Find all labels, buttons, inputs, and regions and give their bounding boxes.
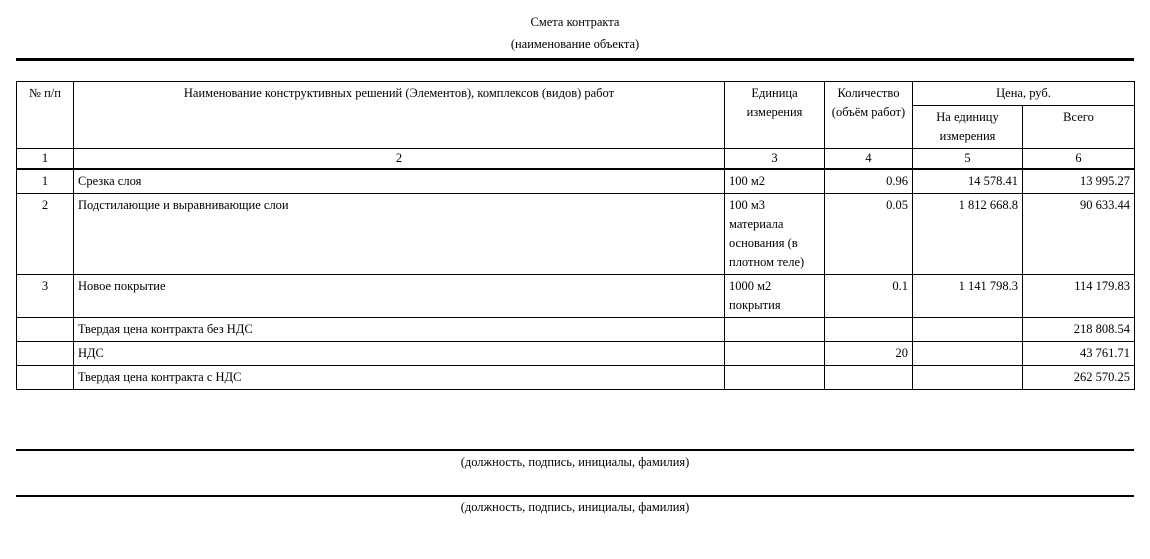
summary-qty bbox=[825, 366, 913, 390]
row-qty: 0.1 bbox=[825, 275, 913, 318]
summary-row bbox=[17, 366, 1135, 390]
summary-unit bbox=[725, 342, 825, 366]
summary-qty bbox=[825, 318, 913, 342]
header-unit: Единица измерения bbox=[725, 82, 825, 149]
title-underline bbox=[16, 58, 1134, 61]
summary-per-unit bbox=[913, 318, 1023, 342]
row-total: 114 179.83 bbox=[1023, 275, 1135, 318]
summary-total: 262 570.25 bbox=[1023, 366, 1135, 390]
row-qty: 0.96 bbox=[825, 169, 913, 194]
row-name: Срезка слоя bbox=[74, 169, 725, 194]
column-number: 5 bbox=[913, 149, 1023, 170]
row-per-unit: 14 578.41 bbox=[913, 169, 1023, 194]
column-number: 4 bbox=[825, 149, 913, 170]
column-number: 2 bbox=[74, 149, 725, 170]
summary-unit bbox=[725, 318, 825, 342]
header-total: Всего bbox=[1023, 106, 1135, 149]
row-unit: 100 м3 материала основания (в плотном теле) bbox=[725, 194, 825, 275]
row-num: 3 bbox=[17, 275, 74, 318]
document-title: Смета контракта bbox=[530, 15, 620, 29]
summary-num bbox=[17, 318, 74, 342]
summary-row bbox=[17, 318, 1135, 342]
header-qty: Количество (объём работ) bbox=[825, 82, 913, 149]
row-total: 13 995.27 bbox=[1023, 169, 1135, 194]
estimate-table bbox=[16, 81, 1135, 390]
row-unit: 1000 м2 покрытия bbox=[725, 275, 825, 318]
row-num: 1 bbox=[17, 169, 74, 194]
signature-line bbox=[16, 449, 1134, 451]
header-per-unit: На единицу измерения bbox=[913, 106, 1023, 149]
summary-label: Твердая цена контракта без НДС bbox=[74, 318, 725, 342]
row-unit: 100 м2 bbox=[725, 169, 825, 194]
table-header-row bbox=[17, 82, 1135, 106]
header-price: Цена, руб. bbox=[913, 82, 1135, 106]
summary-total: 43 761.71 bbox=[1023, 342, 1135, 366]
row-total: 90 633.44 bbox=[1023, 194, 1135, 275]
signature-line bbox=[16, 495, 1134, 497]
row-name: Новое покрытие bbox=[74, 275, 725, 318]
summary-num bbox=[17, 342, 74, 366]
table-row bbox=[17, 194, 1135, 275]
column-number: 6 bbox=[1023, 149, 1135, 170]
table-row bbox=[17, 169, 1135, 194]
summary-unit bbox=[725, 366, 825, 390]
summary-per-unit bbox=[913, 366, 1023, 390]
row-num: 2 bbox=[17, 194, 74, 275]
column-number: 3 bbox=[725, 149, 825, 170]
row-per-unit: 1 141 798.3 bbox=[913, 275, 1023, 318]
row-name: Подстилающие и выравнивающие слои bbox=[74, 194, 725, 275]
header-num: № п/п bbox=[17, 82, 74, 149]
row-per-unit: 1 812 668.8 bbox=[913, 194, 1023, 275]
summary-total: 218 808.54 bbox=[1023, 318, 1135, 342]
signature-caption: (должность, подпись, инициалы, фамилия) bbox=[460, 500, 690, 514]
object-name-caption: (наименование объекта) bbox=[510, 37, 640, 51]
header-name: Наименование конструктивных решений (Элементов), комплексов (видов) работ bbox=[74, 82, 725, 149]
signature-caption: (должность, подпись, инициалы, фамилия) bbox=[460, 455, 690, 469]
column-number: 1 bbox=[17, 149, 74, 170]
summary-num bbox=[17, 366, 74, 390]
summary-qty: 20 bbox=[825, 342, 913, 366]
column-number-row bbox=[17, 149, 1135, 170]
table-row bbox=[17, 275, 1135, 318]
summary-label: Твердая цена контракта с НДС bbox=[74, 366, 725, 390]
summary-per-unit bbox=[913, 342, 1023, 366]
summary-row bbox=[17, 342, 1135, 366]
summary-label: НДС bbox=[74, 342, 725, 366]
row-qty: 0.05 bbox=[825, 194, 913, 275]
